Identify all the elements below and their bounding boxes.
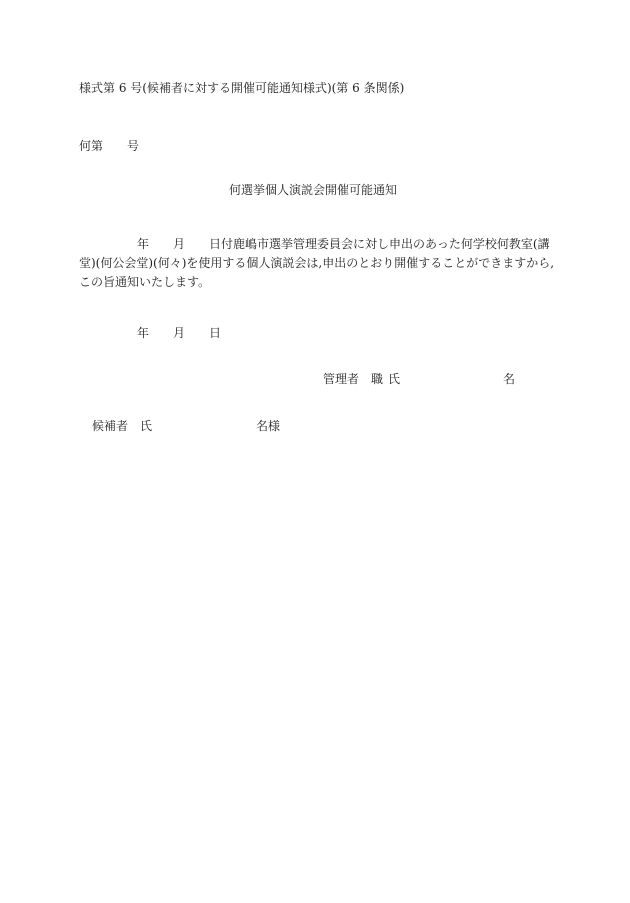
form-title: 様式第 6 号(候補者に対する開催可能通知様式)(第 6 条関係) (79, 81, 405, 95)
document-number-suffix: 号 (127, 139, 140, 153)
issue-date-year: 年 (137, 326, 150, 340)
body-year: 年 (137, 237, 150, 251)
body-date-text: 日付鹿嶋市選挙管理委員会に対し申出のあった何学校何教室(講 (209, 237, 550, 251)
manager-signature (323, 371, 515, 387)
issue-date-day: 日 (209, 326, 222, 340)
body-month: 月 (173, 237, 186, 251)
issue-date-month: 月 (173, 326, 186, 340)
candidate-label: 候補者 (92, 419, 129, 433)
issue-date (137, 325, 221, 341)
manager-label: 管理者 (323, 372, 360, 386)
notice-body-line-2: 堂)(何公会堂)(何々)を使用する個人演説会は,申出のとおり開催することができますから, (79, 256, 555, 270)
notice-title: 何選挙個人演説会開催可能通知 (229, 183, 398, 197)
document-number (79, 138, 139, 154)
candidate-name-label: 名様 (256, 419, 281, 433)
notice-body-line-3: この旨通知いたします。 (79, 275, 211, 289)
notice-body (79, 235, 557, 292)
manager-name-label: 名 (503, 372, 516, 386)
manager-surname-label: 氏 (388, 372, 401, 386)
manager-title: 職 (371, 372, 384, 386)
candidate-surname-label: 氏 (140, 419, 153, 433)
document-number-prefix: 何第 (79, 139, 104, 153)
candidate-addressee (92, 418, 280, 434)
notice-body-line-1 (79, 235, 557, 254)
